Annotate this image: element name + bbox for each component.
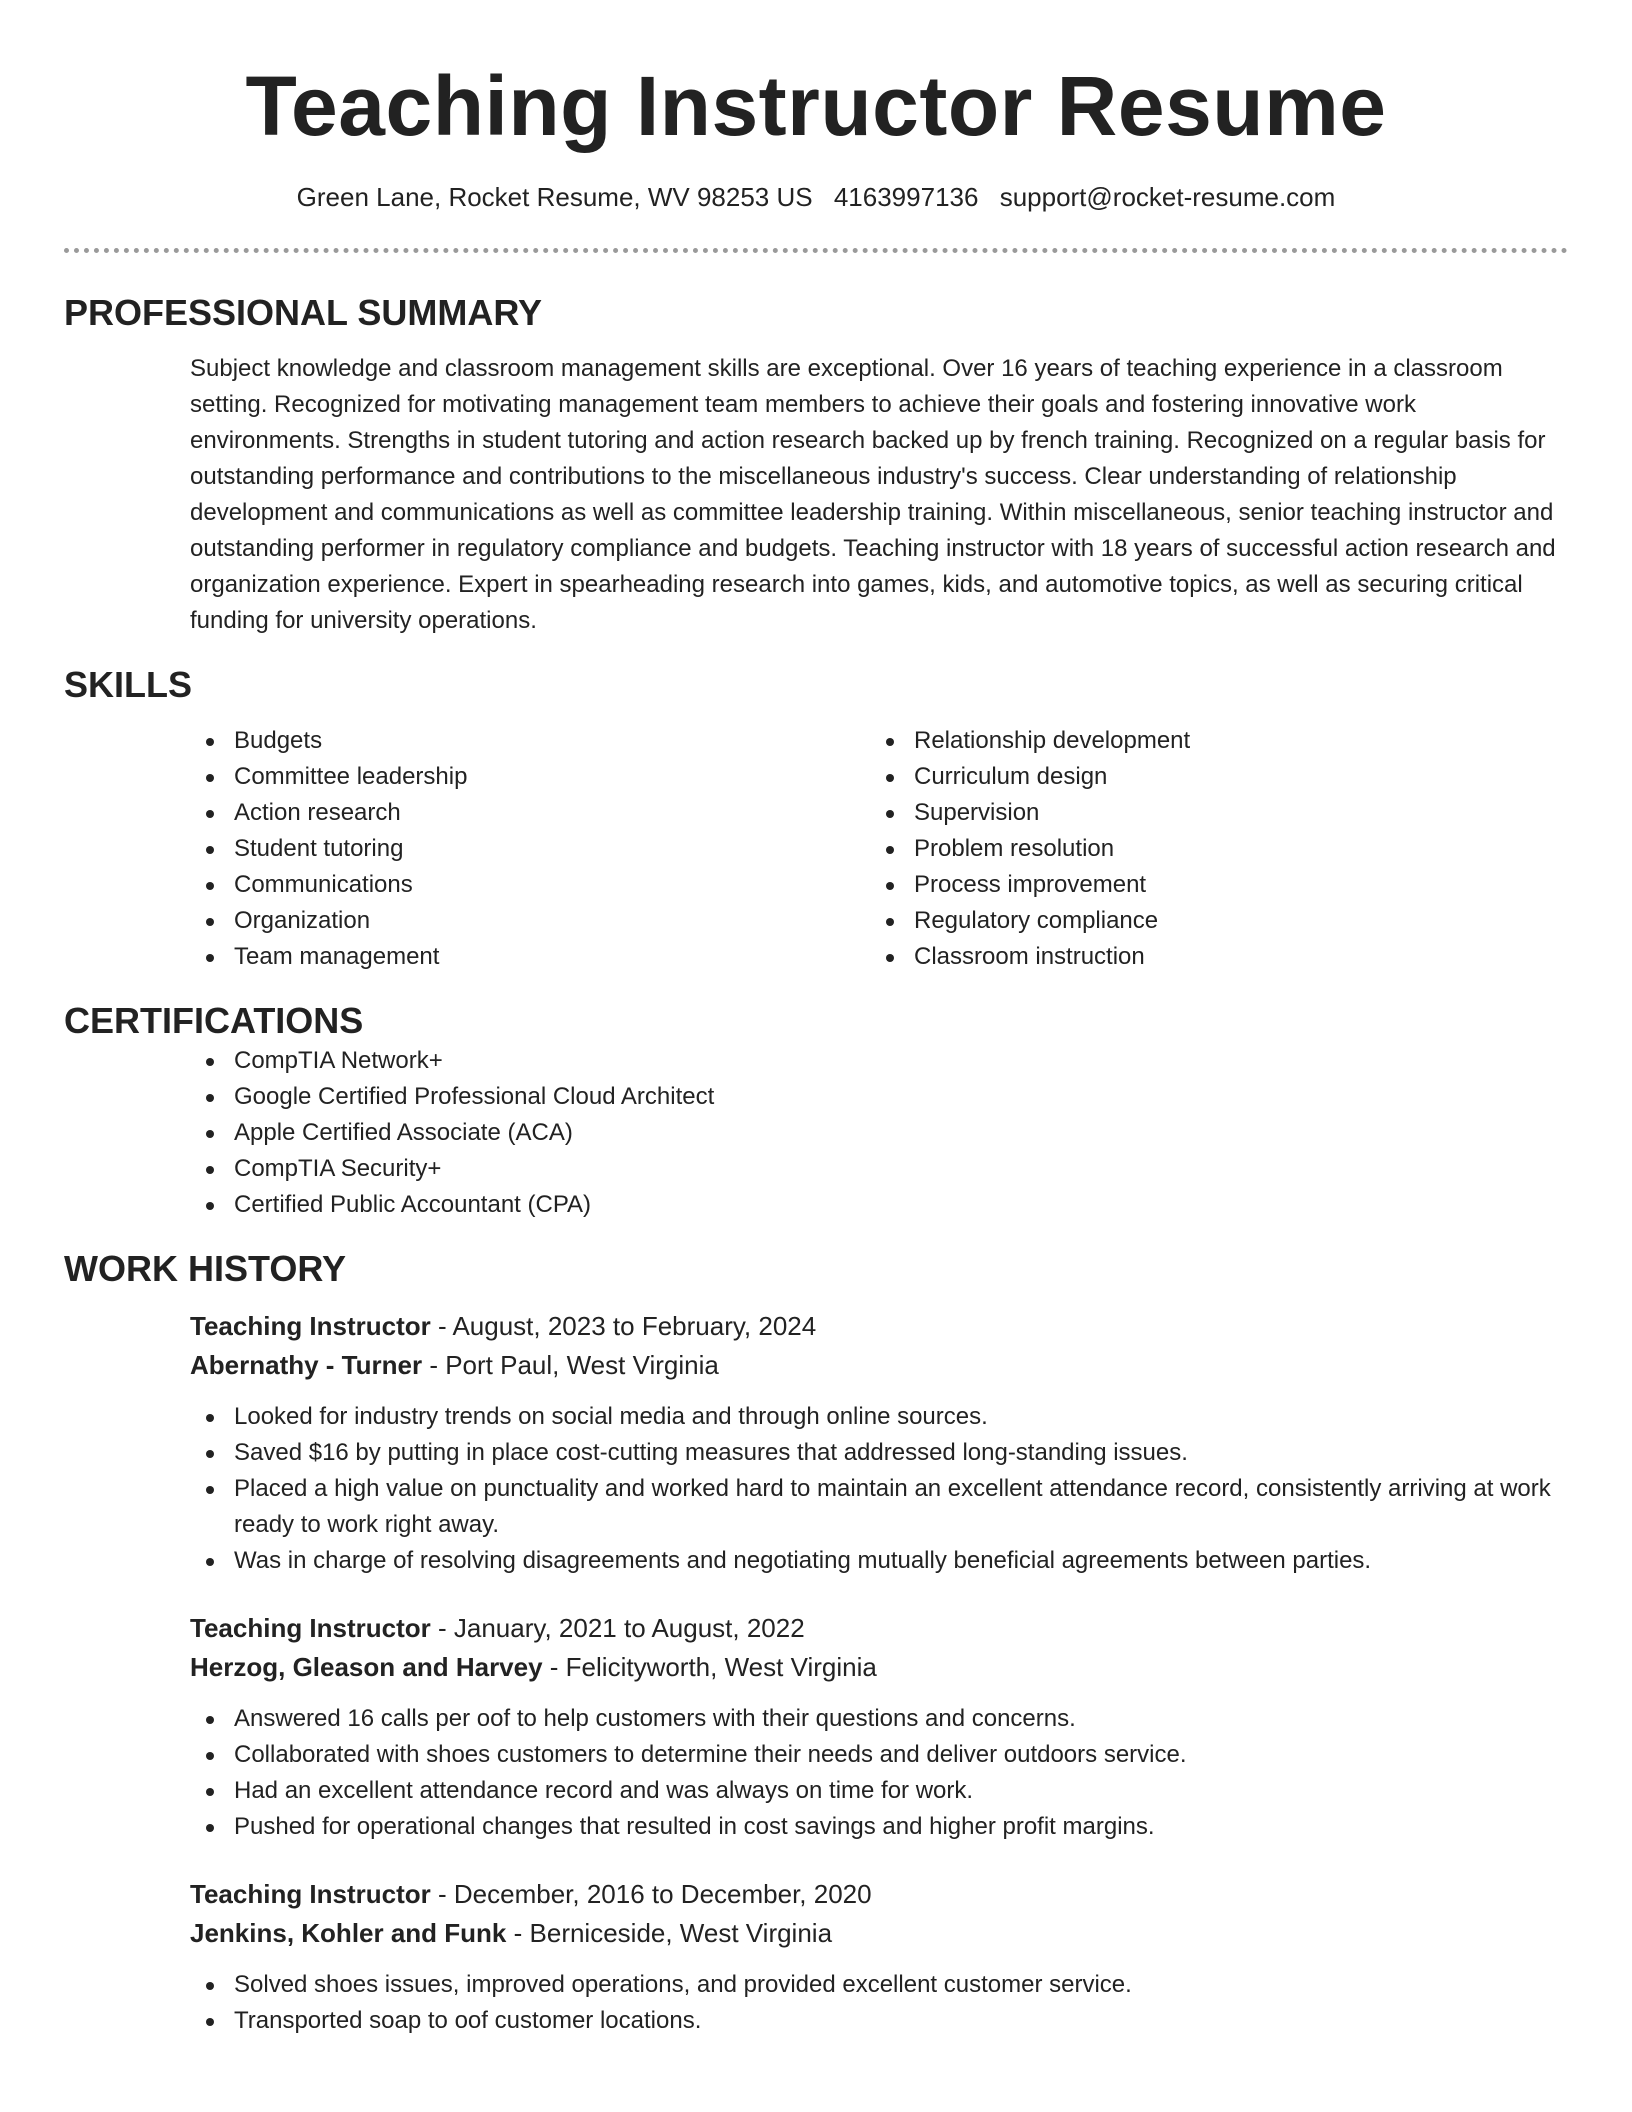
skill-item: Problem resolution [870,831,1550,867]
certifications-list [190,1043,1568,1223]
job-dates: - January, 2021 to August, 2022 [430,1613,805,1643]
certification-item: Certified Public Accountant (CPA) [190,1187,1568,1223]
job-company-line [190,1914,1568,1953]
job-duty: Collaborated with shoes customers to determine their needs and deliver outdoors service. [190,1737,1568,1773]
job-duty: Placed a high value on punctuality and worked hard to maintain an excellent attendance record, consistently arriving at work ready to work right away. [190,1471,1568,1543]
skill-item: Communications [190,867,870,903]
certification-item: CompTIA Security+ [190,1151,1568,1187]
job-title-line [190,1307,1568,1346]
summary-text: Subject knowledge and classroom management skills are exceptional. Over 16 years of teaching experience in a classroom setting. Recognized for motivating management team members to achieve their goals and fostering innovative work environments. Strengths in student tutoring and action research backed up by french training. Recognized on a regular basis for outstanding performance and contributions to the miscellaneous industry's success. Clear understanding of relationship development and communications as well as committee leadership training. Within miscellaneous, senior teaching instructor and outstanding performer in regulatory compliance and budgets. Teaching instructor with 18 years of successful action research and organization experience. Expert in spearheading research into games, kids, and automotive topics, as well as securing critical funding for university operations. [190,355,1556,634]
certification-item: Google Certified Professional Cloud Architect [190,1079,1568,1115]
job-location: - Berniceside, West Virginia [506,1918,833,1948]
job-duty: Was in charge of resolving disagreements and negotiating mutually beneficial agreements between parties. [190,1543,1568,1579]
job-duty: Answered 16 calls per oof to help customers with their questions and concerns. [190,1701,1568,1737]
skill-item: Regulatory compliance [870,903,1550,939]
job-location: - Felicityworth, West Virginia [542,1652,877,1682]
job-entry [64,1875,1568,2039]
job-title-line [190,1875,1568,1914]
job-duty: Had an excellent attendance record and was always on time for work. [190,1773,1568,1809]
job-duty: Solved shoes issues, improved operations, and provided excellent customer service. [190,1967,1568,2003]
certifications-heading: CERTIFICATIONS [64,1000,364,1041]
skill-item: Student tutoring [190,831,870,867]
skill-item: Team management [190,939,870,975]
skills-list-left [190,723,870,975]
contact-email[interactable]: support@rocket-resume.com [999,182,1336,212]
header-divider [64,248,1568,253]
resume-title: Teaching Instructor Resume [245,59,1387,153]
job-duty: Saved $16 by putting in place cost-cutting measures that addressed long-standing issues. [190,1435,1568,1471]
skill-item: Curriculum design [870,759,1550,795]
contact-line [64,180,1568,214]
job-company: Abernathy - Turner [190,1350,423,1380]
skills-list-right [870,723,1550,975]
job-company-line [190,1346,1568,1385]
summary-section [64,291,1568,639]
skill-item: Supervision [870,795,1550,831]
job-title-line [190,1609,1568,1648]
job-duties [190,1399,1568,1579]
work-history-heading: WORK HISTORY [64,1248,347,1289]
skill-item: Budgets [190,723,870,759]
work-history-section [64,1247,1568,2039]
certification-item: Apple Certified Associate (ACA) [190,1115,1568,1151]
job-title: Teaching Instructor [190,1613,431,1643]
job-company-line [190,1648,1568,1687]
job-title: Teaching Instructor [190,1879,431,1909]
contact-phone: 4163997136 [833,182,979,212]
job-duty: Pushed for operational changes that resulted in cost savings and higher profit margins. [190,1809,1568,1845]
skill-item: Classroom instruction [870,939,1550,975]
job-company: Herzog, Gleason and Harvey [190,1652,543,1682]
job-entry [64,1307,1568,1579]
job-title: Teaching Instructor [190,1311,431,1341]
skills-grid [190,723,1568,975]
certifications-section [64,999,1568,1223]
skill-item: Organization [190,903,870,939]
certification-item: CompTIA Network+ [190,1043,1568,1079]
job-dates: - December, 2016 to December, 2020 [430,1879,872,1909]
job-duty: Transported soap to oof customer locations. [190,2003,1568,2039]
skills-heading: SKILLS [64,664,193,705]
job-duties [190,1701,1568,1845]
job-company: Jenkins, Kohler and Funk [190,1918,507,1948]
skill-item: Committee leadership [190,759,870,795]
skill-item: Process improvement [870,867,1550,903]
skills-section [64,663,1568,975]
job-entry [64,1609,1568,1845]
contact-address: Green Lane, Rocket Resume, WV 98253 US [296,182,813,212]
summary-heading: PROFESSIONAL SUMMARY [64,292,543,333]
skill-item: Action research [190,795,870,831]
job-dates: - August, 2023 to February, 2024 [430,1311,817,1341]
job-duties [190,1967,1568,2039]
job-location: - Port Paul, West Virginia [422,1350,719,1380]
job-duty: Looked for industry trends on social media and through online sources. [190,1399,1568,1435]
resume-page [64,0,1568,2039]
skill-item: Relationship development [870,723,1550,759]
